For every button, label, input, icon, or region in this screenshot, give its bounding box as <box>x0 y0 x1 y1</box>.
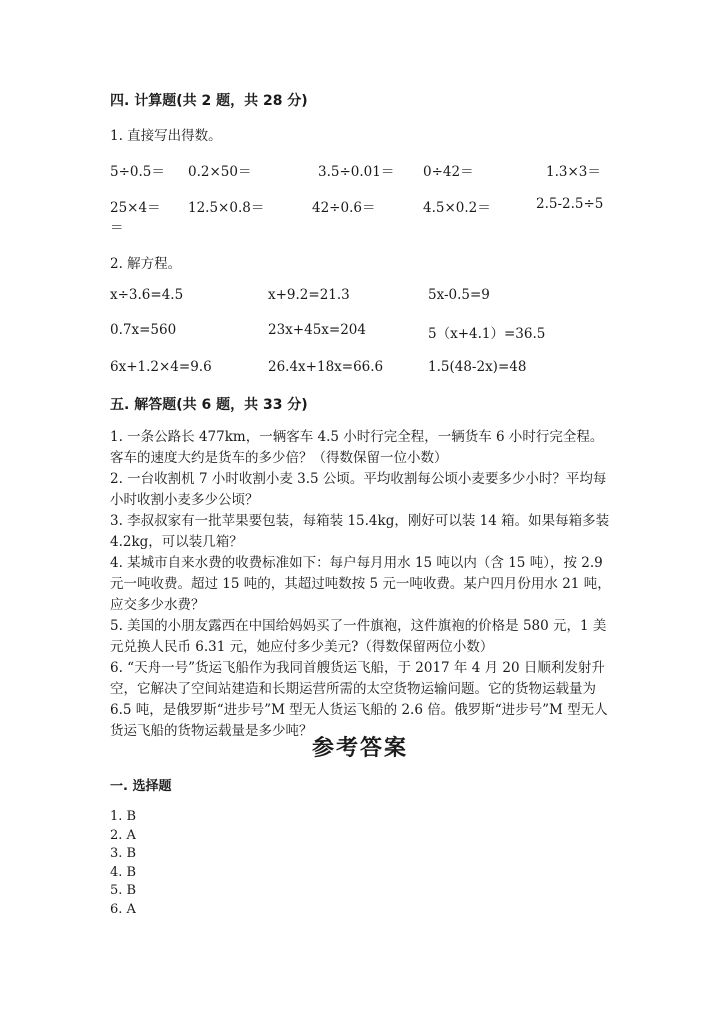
answer-list <box>110 808 136 920</box>
calc-item: 42÷0.6＝ <box>312 200 376 216</box>
calc-item: 4.5×0.2＝ <box>423 200 491 216</box>
answer-item: 3. B <box>110 846 137 862</box>
answers-section-title: 一. 选择题 <box>110 779 172 794</box>
answers-title: 参考答案 <box>311 736 408 761</box>
word-problem: 1. 一条公路长 477km，一辆客车 4.5 小时行完全程，一辆货车 6 小时行完全程。客车的速度大约是货车的多少倍？（得数保留一位小数） <box>110 429 604 466</box>
calc-item: 25×4＝ <box>110 200 161 216</box>
equation-item: 23x+45x=204 <box>268 322 366 338</box>
answer-item: 5. B <box>110 883 137 899</box>
word-problem-list <box>110 427 615 742</box>
answer-item: 6. A <box>110 901 136 917</box>
calc-item: 2.5-2.5÷5 <box>536 196 604 212</box>
word-problem: 3. 李叔叔家有一批苹果要包装，每箱装 15.4kg，刚好可以装 14 箱。如果每箱多装 4.2kg，可以装几箱？ <box>110 513 610 550</box>
calc-item: 0.2×50＝ <box>188 164 252 180</box>
calc-item: 3.5÷0.01＝ <box>318 164 395 180</box>
calc-item: 5÷0.5＝ <box>110 164 165 180</box>
calc-item-wrap: ＝ <box>110 220 124 236</box>
question-label-equation: 2. 解方程。 <box>110 256 182 272</box>
calc-item: 12.5×0.8＝ <box>188 200 265 216</box>
word-problem: 4. 某城市自来水费的收费标准如下：每户每月用水 15 吨以内（含 15 吨），按 2.9 元一吨收费。超过 15 吨的，其超过吨数按 5 元一吨收费。某户四月份用水 21 吨，应交多少水费？ <box>110 555 611 613</box>
answer-item: 4. B <box>110 864 137 880</box>
answer-item: 1. B <box>110 809 137 824</box>
answer-item: 2. A <box>110 827 136 843</box>
equation-item: 6x+1.2×4=9.6 <box>110 359 212 375</box>
equation-item: 5x-0.5=9 <box>428 287 490 303</box>
question-label-direct: 1. 直接写出得数。 <box>110 128 222 144</box>
equation-item: x+9.2=21.3 <box>268 287 350 303</box>
calc-item: 1.3×3＝ <box>546 164 601 180</box>
word-problem: 6. “天舟一号”货运飞船作为我同首艘货运飞船，于 2017 年 4 月 20 日顺利发射升空，它解决了空间站建造和长期运营所需的太空货物运输问题。它的货物运载量为 6.5 吨，是俄罗斯“进步号”M 型无人货运飞船的 2.6 倍。俄罗斯“进步号”M 型无人货运飞船的货物运载量是多少吨？ <box>110 660 608 739</box>
equation-item: 26.4x+18x=66.6 <box>268 359 384 375</box>
section-title-calc: 四. 计算题(共 2 题，共 28 分) <box>110 93 308 109</box>
word-problem: 2. 一台收割机 7 小时收割小麦 3.5 公顷。平均收割每公顷小麦要多少小时？平均每小时收割小麦多少公顷？ <box>110 471 607 508</box>
calc-item: 0÷42＝ <box>423 164 474 180</box>
word-problem: 5. 美国的小朋友露西在中国给妈妈买了一件旗袍，这件旗袍的价格是 580 元，1 美元兑换人民币 6.31 元，她应付多少美元?（得数保留两位小数） <box>110 618 607 655</box>
equation-item: x÷3.6=4.5 <box>110 287 184 303</box>
section-title-word-problems: 五. 解答题(共 6 题，共 33 分) <box>110 397 308 413</box>
equation-item: 0.7x=560 <box>110 322 177 338</box>
equation-item: 1.5(48-2x)=48 <box>428 359 527 375</box>
equation-item: 5（x+4.1）=36.5 <box>428 326 546 342</box>
